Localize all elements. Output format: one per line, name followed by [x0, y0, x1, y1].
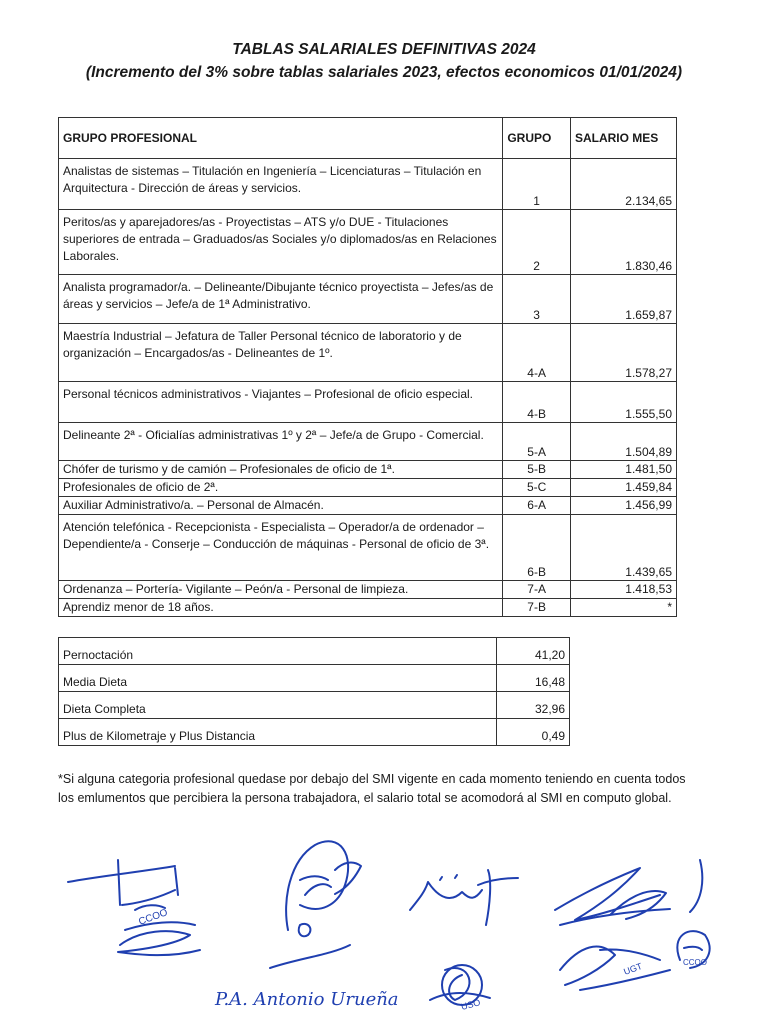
handwritten-name: P.A. Antonio Urueña — [215, 989, 399, 1010]
row-salary: 1.459,84 — [570, 479, 676, 497]
row-group: 5-A — [503, 423, 571, 461]
row-salary: * — [570, 599, 676, 617]
allowance-label: Plus de Kilometraje y Plus Distancia — [59, 719, 497, 746]
row-group: 3 — [503, 275, 571, 324]
row-description: Atención telefónica - Recepcionista - Especialista – Operador/a de ordenador – Dependiente/a - Conserje – Conducción de máquinas - Personal de oficio de 3ª. — [59, 515, 503, 581]
row-description: Analistas de sistemas – Titulación en Ingeniería – Licenciaturas – Titulación en Arquitectura - Dirección de áreas y servicios. — [59, 159, 503, 210]
allowance-label: Media Dieta — [59, 665, 497, 692]
row-group: 7-A — [503, 581, 571, 599]
row-salary: 1.555,50 — [570, 382, 676, 423]
signature-3 — [410, 870, 518, 925]
stamp-uso: USO — [459, 997, 482, 1012]
col-header-salario-mes: SALARIO MES — [570, 118, 676, 159]
row-group: 1 — [503, 159, 571, 210]
row-description: Delineante 2ª - Oficialías administrativas 1º y 2ª – Jefe/a de Grupo - Comercial. — [59, 423, 503, 461]
page-subtitle: (Incremento del 3% sobre tablas salariales 2023, efectos economicos 01/01/2024) — [85, 64, 683, 81]
row-group: 4-A — [503, 324, 571, 382]
col-header-grupo-profesional: GRUPO PROFESIONAL — [59, 118, 503, 159]
row-salary: 1.659,87 — [570, 275, 676, 324]
allowance-value: 32,96 — [497, 692, 570, 719]
row-salary: 1.439,65 — [570, 515, 676, 581]
allowance-value: 0,49 — [497, 719, 570, 746]
row-group: 5-B — [503, 461, 571, 479]
signature-2 — [270, 841, 361, 968]
row-description: Chófer de turismo y de camión – Profesionales de oficio de 1ª. — [59, 461, 503, 479]
stamp-ccoo-1: CCOO — [137, 907, 170, 928]
row-salary: 1.481,50 — [570, 461, 676, 479]
row-group: 6-B — [503, 515, 571, 581]
row-salary: 2.134,65 — [570, 159, 676, 210]
allowance-value: 41,20 — [497, 638, 570, 665]
col-header-grupo: GRUPO — [503, 118, 571, 159]
row-salary: 1.418,53 — [570, 581, 676, 599]
row-group: 2 — [503, 210, 571, 275]
signature-1 — [68, 860, 200, 955]
row-description: Peritos/as y aparejadores/as - Proyectistas – ATS y/o DUE - Titulaciones superiores de entrada – Graduados/as Sociales y/o diplomados/as en Relaciones Laborales. — [59, 210, 503, 275]
row-description: Auxiliar Administrativo/a. – Personal de Almacén. — [59, 497, 503, 515]
footnote: *Si alguna categoria profesional quedase por debajo del SMI vigente en cada momento teniendo en cuenta todos los emlumentos que percibiera la persona trabajadora, el salario total se acomodorá al SMI en computo global. — [58, 772, 686, 805]
row-group: 5-C — [503, 479, 571, 497]
row-description: Personal técnicos administrativos - Viajantes – Profesional de oficio especial. — [59, 382, 503, 423]
row-group: 4-B — [503, 382, 571, 423]
row-description: Profesionales de oficio de 2ª. — [59, 479, 503, 497]
page-title: TABLAS SALARIALES DEFINITIVAS 2024 — [232, 41, 536, 58]
allowance-value: 16,48 — [497, 665, 570, 692]
row-salary: 1.578,27 — [570, 324, 676, 382]
row-group: 7-B — [503, 599, 571, 617]
row-description: Aprendiz menor de 18 años. — [59, 599, 503, 617]
row-description: Maestría Industrial – Jefatura de Taller Personal técnico de laboratorio y de organización – Encargados/as - Delineantes de 1º. — [59, 324, 503, 382]
row-salary: 1.830,46 — [570, 210, 676, 275]
row-salary: 1.504,89 — [570, 423, 676, 461]
stamp-ugt: UGT — [622, 960, 644, 977]
stamp-ccoo-2: CCOO — [683, 958, 707, 967]
row-group: 6-A — [503, 497, 571, 515]
allowance-label: Dieta Completa — [59, 692, 497, 719]
signature-4 — [430, 965, 490, 1005]
row-description: Ordenanza – Portería- Vigilante – Peón/a - Personal de limpieza. — [59, 581, 503, 599]
allowance-label: Pernoctación — [59, 638, 497, 665]
row-description: Analista programador/a. – Delineante/Dibujante técnico proyectista – Jefes/as de áreas y servicios – Jefe/a de 1ª Administrativo. — [59, 275, 503, 324]
row-salary: 1.456,99 — [570, 497, 676, 515]
